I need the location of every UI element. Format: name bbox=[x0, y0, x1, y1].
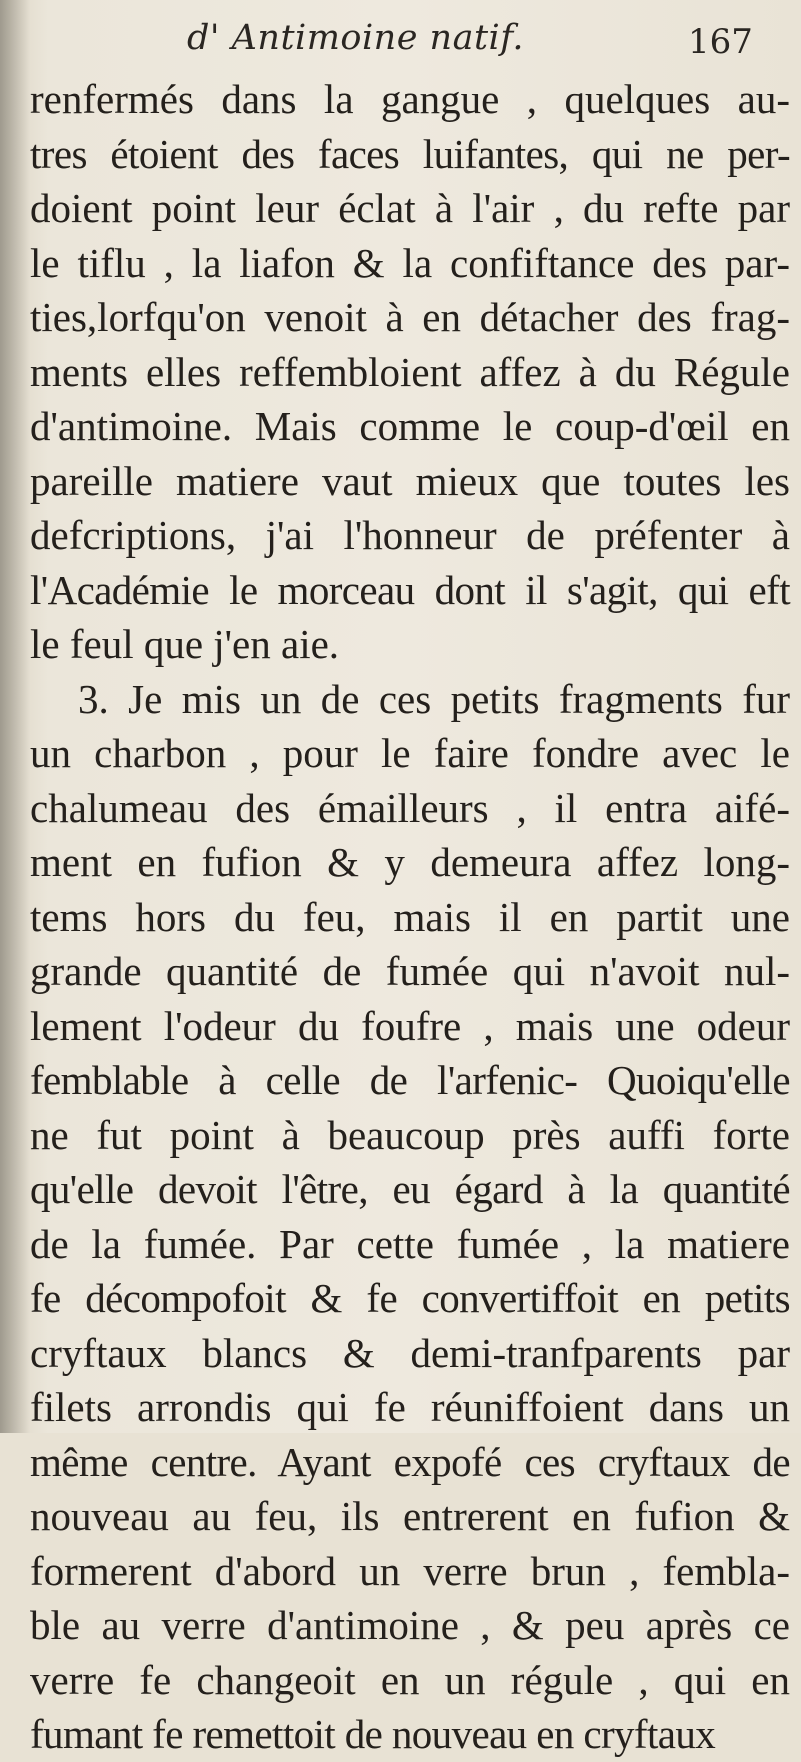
text-line: filets arrondis qui fe réuniffoient dans un bbox=[30, 1384, 790, 1430]
text-line: cryftaux blancs & demi-tranfparents par bbox=[30, 1329, 790, 1376]
text-line: 3. Je mis un de ces petits fragments fur bbox=[78, 675, 790, 722]
text-line: l'Académie le morceau dont il s'agit, qui eft bbox=[30, 566, 790, 613]
text-line: ments elles reffembloient affez à du Régule bbox=[30, 348, 790, 395]
text-line: même centre. Ayant expofé ces cryftaux de bbox=[30, 1438, 790, 1485]
text-line: qu'elle devoit l'être, eu égard à la quantité bbox=[30, 1166, 790, 1212]
text-line: tres étoient des faces luifantes, qui ne per- bbox=[30, 130, 790, 177]
page-number: 167 bbox=[688, 22, 753, 62]
text-line: le tiflu , la liafon & la confiftance des par- bbox=[30, 239, 790, 286]
text-line: chalumeau des émailleurs , il entra aifé- bbox=[30, 784, 790, 831]
text-line: un charbon , pour le faire fondre avec le bbox=[30, 730, 790, 776]
text-line: grande quantité de fumée qui n'avoit nul- bbox=[30, 948, 790, 994]
text-line: fe décompofoit & fe convertiffoit en petits bbox=[30, 1275, 790, 1321]
text-line: formerent d'abord un verre brun , fembla- bbox=[30, 1547, 790, 1594]
text-line: femblable à celle de l'arfenic- Quoiqu'elle bbox=[30, 1057, 790, 1103]
text-line: tems hors du feu, mais il en partit une bbox=[30, 893, 790, 940]
text-line: ble au verre d'antimoine , & peu après ce bbox=[30, 1602, 790, 1648]
text-line: d'antimoine. Mais comme le coup-d'œil en bbox=[30, 403, 790, 449]
text-line: pareille matiere vaut mieux que toutes les bbox=[30, 457, 790, 504]
text-line: de la fumée. Par cette fumée , la matiere bbox=[30, 1220, 790, 1267]
running-head: d' Antimoine natif. bbox=[187, 18, 525, 58]
body-text bbox=[30, 72, 790, 1762]
text-line: doient point leur éclat à l'air , du refte par bbox=[30, 185, 790, 231]
text-line: renfermés dans la gangue , quelques au- bbox=[30, 76, 790, 122]
text-line: ment en fufion & y demeura affez long- bbox=[30, 839, 790, 885]
text-line: defcriptions, j'ai l'honneur de préfenter à bbox=[30, 512, 790, 558]
text-line: ne fut point à beaucoup près auffi forte bbox=[30, 1111, 790, 1158]
text-line: nouveau au feu, ils entrerent en fufion & bbox=[30, 1493, 790, 1539]
text-line: le feul que j'en aie. bbox=[30, 621, 340, 667]
binding-shadow bbox=[0, 0, 30, 1433]
text-line: verre fe changeoit en un régule , qui en bbox=[30, 1656, 790, 1703]
text-line: lement l'odeur du foufre , mais une odeur bbox=[30, 1002, 790, 1049]
page-header bbox=[0, 18, 801, 68]
text-line: ties,lorfqu'on venoit à en détacher des frag- bbox=[30, 294, 790, 340]
text-line: fumant fe remettoit de nouveau en cryftaux bbox=[30, 1711, 716, 1757]
